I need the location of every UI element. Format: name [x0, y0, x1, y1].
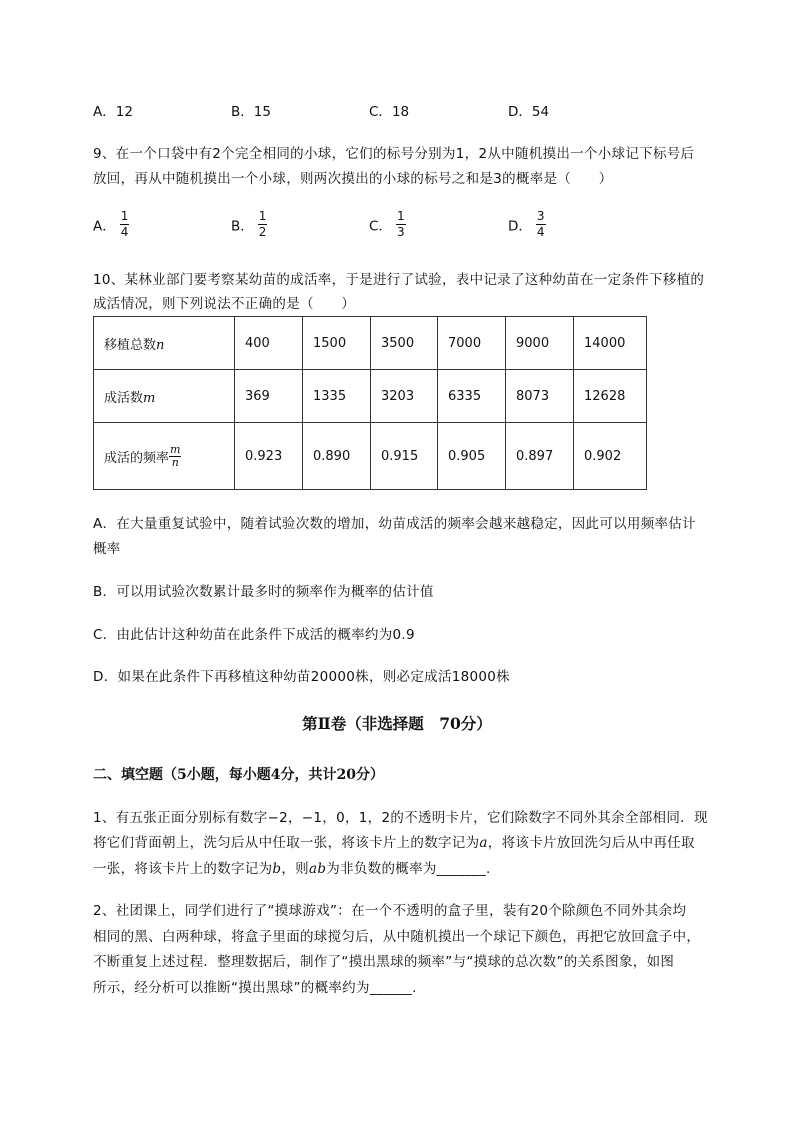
table-cell: 0.902: [574, 423, 647, 490]
numerator: m: [170, 442, 181, 456]
row-header-var: m: [143, 390, 156, 406]
q10-option-a-line1[interactable]: A．在大量重复试验中，随着试验次数的增加，幼苗成活的频率会越来越稳定，因此可以用频率估计: [93, 516, 696, 532]
q9-option-d-label: D．: [508, 218, 532, 235]
fill2-line3: 不断重复上述过程．整理数据后，制作了“摸出黑球的频率”与“摸球的总次数”的关系图象，如图: [93, 954, 675, 970]
table-cell: 0.890: [303, 423, 371, 490]
fill-section-heading: 二、填空题（5小题，每小题4分，共计20分）: [93, 767, 384, 783]
fill1-line2: [93, 831, 695, 851]
fill1-var-a: a: [479, 835, 488, 851]
q10-stem-line1: 10、某林业部门要考察某幼苗的成活率，于是进行了试验，表中记录了这种幼苗在一定条件下移植的: [93, 272, 705, 288]
q9-option-a-fraction: [120, 210, 130, 239]
table-cell: 14000: [574, 317, 647, 370]
numerator: 1: [120, 209, 129, 223]
row-header-text: 成活数: [104, 390, 144, 406]
row-header-survived: [94, 370, 235, 423]
table-cell: 0.905: [438, 423, 506, 490]
fill1-line3: [93, 857, 491, 877]
q9-option-b[interactable]: [231, 210, 267, 239]
denominator: 4: [120, 225, 129, 239]
table-cell: 0.915: [371, 423, 438, 490]
q8-option-c-value: 18: [391, 104, 410, 120]
table-cell: 7000: [438, 317, 506, 370]
q9-option-b-label: B．: [231, 218, 254, 235]
fill1-var-ab: ab: [308, 861, 327, 877]
q8-option-c[interactable]: [369, 100, 409, 120]
denominator: 4: [536, 225, 545, 239]
q9-stem-line1: 9、在一个口袋中有2个完全相同的小球，它们的标号分别为1，2从中随机摸出一个小球记下标号后: [93, 146, 695, 162]
table-cell: 0.897: [506, 423, 574, 490]
q10-option-a-line2[interactable]: 概率: [93, 541, 121, 557]
q9-stem-line2: 放回，再从中随机摸出一个小球，则两次摸出的小球的标号之和是3的概率是（ ）: [93, 171, 613, 187]
part2-title: 第Ⅱ卷（非选择题 70分）: [302, 714, 492, 733]
table-cell: 400: [235, 317, 303, 370]
q8-option-a[interactable]: [93, 100, 133, 120]
numerator: 3: [536, 209, 545, 223]
row-header-text: 成活的频率: [104, 450, 170, 466]
fill1-line1: 1、有五张正面分别标有数字−2，−1，0，1，2的不透明卡片，它们除数字不同外其余全部相同．现: [93, 810, 708, 826]
table-cell: 8073: [506, 370, 574, 423]
q8-option-d-value: 54: [531, 104, 550, 120]
denominator: 2: [258, 225, 267, 239]
q10-stem-line2: 成活情况，则下列说法不正确的是（ ）: [93, 296, 356, 312]
q8-option-d-label: D．: [508, 104, 532, 120]
q9-option-a[interactable]: [93, 210, 129, 239]
q8-option-b-value: 15: [253, 104, 271, 120]
fill1-line2-text-a: 将它们背面朝上，洗匀后从中任取一张，将该卡片上的数字记为: [93, 835, 480, 851]
q10-option-b[interactable]: B．可以用试验次数累计最多时的频率作为概率的估计值: [93, 584, 434, 600]
fill1-var-b: b: [272, 861, 282, 877]
q9-option-c[interactable]: [369, 210, 406, 239]
table-cell: 1335: [303, 370, 371, 423]
fill1-line2-text-b: ，将该卡片放回洗匀后从中再任取: [487, 835, 695, 851]
fill2-line2: 相同的黑、白两种球，将盒子里面的球搅匀后，从中随机摸出一个球记下颜色，再把它放回盒子中，: [93, 929, 701, 945]
fill1-line3-text-a: 一张，将该卡片上的数字记为: [93, 861, 273, 877]
table-cell: 369: [235, 370, 303, 423]
q10-option-d[interactable]: D．如果在此条件下再移植这种幼苗20000株，则必定成活18000株: [93, 669, 510, 685]
row-header-frequency: [94, 423, 235, 490]
row-header-fraction: [169, 444, 181, 469]
q8-option-a-label: A．: [93, 104, 116, 120]
table-row: [94, 423, 647, 490]
q9-option-c-fraction: [396, 210, 406, 239]
seedling-table: [93, 316, 647, 490]
table-row: [94, 370, 647, 423]
q9-option-c-label: C．: [369, 218, 392, 235]
fill1-answer-blank[interactable]: 为非负数的概率为_______.: [326, 861, 491, 877]
denominator: 3: [396, 225, 405, 239]
table-cell: 3203: [371, 370, 438, 423]
fill2-line4[interactable]: 所示，经分析可以推断“摸出黑球”的概率约为______.: [93, 980, 417, 996]
table-cell: 12628: [574, 370, 647, 423]
q8-option-b[interactable]: [231, 100, 271, 120]
numerator: 1: [258, 209, 267, 223]
table-cell: 9000: [506, 317, 574, 370]
row-header-total: [94, 317, 235, 370]
fill2-line1: 2、社团课上，同学们进行了“摸球游戏”：在一个不透明的盒子里，装有20个除颜色不同外其余均: [93, 903, 687, 919]
table-cell: 0.923: [235, 423, 303, 490]
q8-option-b-label: B．: [231, 104, 254, 120]
q9-option-b-fraction: [258, 210, 268, 239]
row-header-var: n: [156, 337, 165, 353]
q9-option-d-fraction: [536, 210, 546, 239]
q8-option-d[interactable]: [508, 100, 549, 120]
table-cell: 1500: [303, 317, 371, 370]
q9-option-a-label: A．: [93, 218, 116, 235]
q8-option-a-value: 12: [115, 104, 133, 120]
table-cell: 3500: [371, 317, 438, 370]
denominator: n: [171, 455, 179, 469]
fill1-line3-text-b: ，则: [281, 861, 309, 877]
q8-option-c-label: C．: [369, 104, 392, 120]
numerator: 1: [396, 209, 405, 223]
row-header-text: 移植总数: [104, 337, 157, 353]
table-row: [94, 317, 647, 370]
q10-option-c[interactable]: C．由此估计这种幼苗在此条件下成活的概率约为0.9: [93, 627, 415, 643]
q9-option-d[interactable]: [508, 210, 546, 239]
table-cell: 6335: [438, 370, 506, 423]
